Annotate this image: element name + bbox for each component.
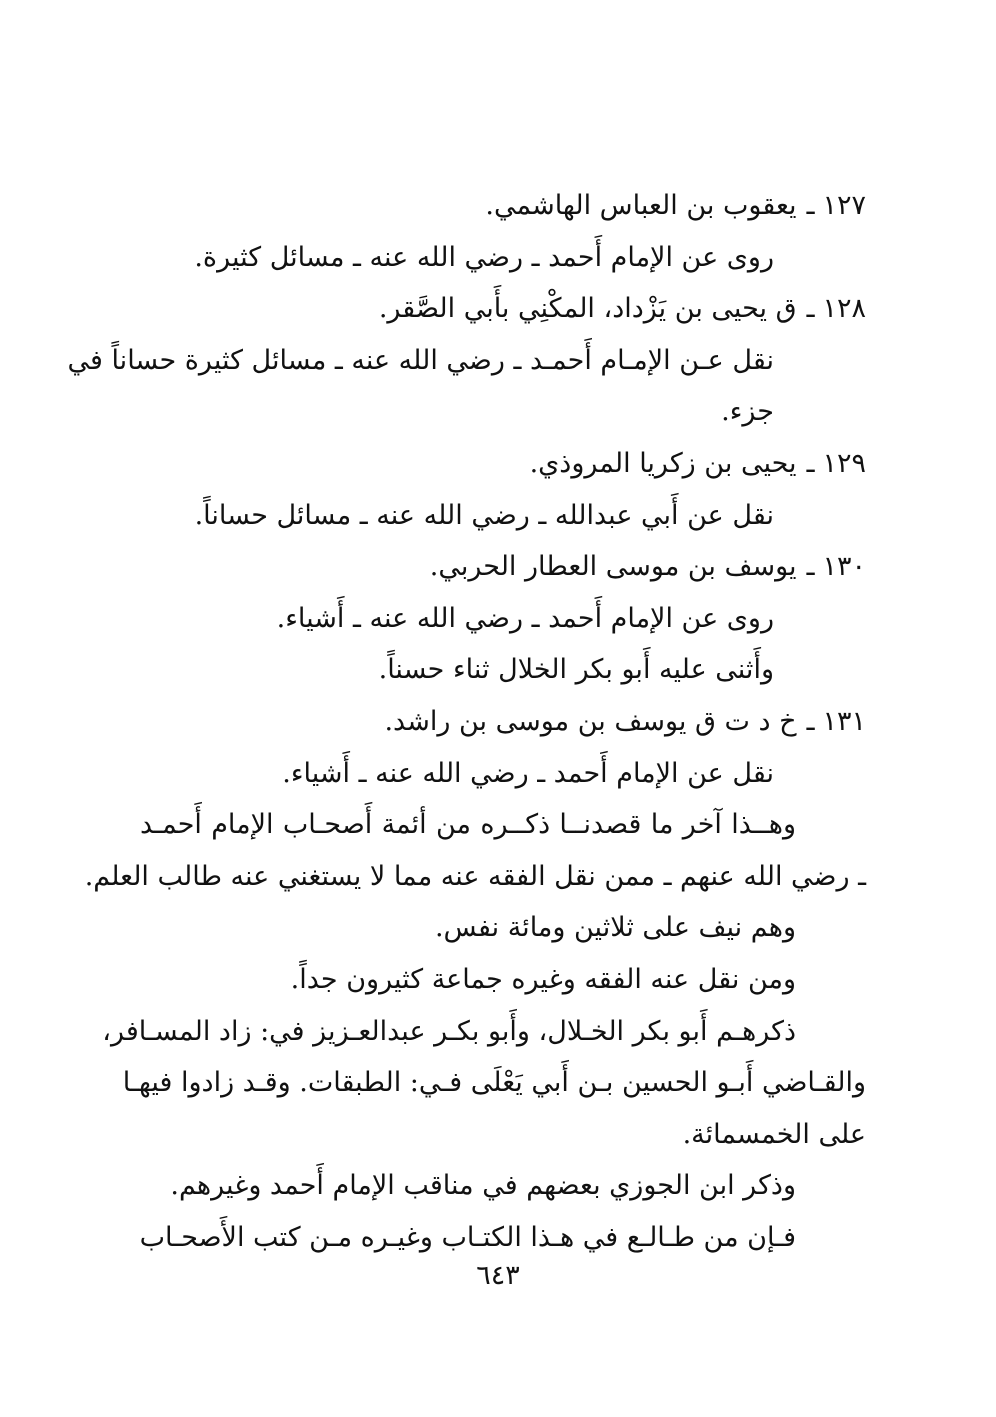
entry-number: ١٣١: [822, 705, 866, 737]
closing-paragraph: ومن نقل عنه الفقه وغيره جماعة كثيرون جداً.: [290, 963, 796, 995]
entry-number: ١٢٩: [822, 447, 866, 479]
closing-paragraph-line: ـ رضي الله عنهم ـ ممن نقل الفقه عنه مما لا يستغني عنه طالب العلم.: [84, 860, 866, 892]
entry-number: ١٢٨: [822, 293, 866, 325]
page-number: ٦٤٣: [476, 1260, 520, 1291]
entry-dash: ـ: [806, 447, 815, 479]
entry-note: نقل عن أَبي عبدالله ـ رضي الله عنه ـ مسائل حساناً.: [194, 499, 774, 531]
entry-heading: [140, 283, 866, 335]
entry-dash: ـ: [806, 293, 815, 325]
entry-dash: ـ: [806, 190, 815, 221]
entry-dash: ـ: [806, 551, 815, 583]
closing-paragraph-line: وهــذا آخر ما قصدنــا ذكــره من أئمة أَصحـاب الإمام أَحمـد: [140, 809, 796, 841]
main-text: [67, 180, 866, 1263]
closing-paragraph: وهم نيف على ثلاثين ومائة نفس.: [434, 912, 796, 944]
entry-note: نقل عن الإمام أَحمد ـ رضي الله عنه ـ أَشياء.: [282, 757, 774, 789]
entry-name: ق يحيى بن يَزْداد، المكْنِي بأَبي الصَّقر.: [378, 293, 797, 325]
closing-paragraph-line: والقـاضي أَبـو الحسين بـن أَبي يَعْلَى فـي: الطبقات. وقـد زادوا فيهـا: [122, 1067, 866, 1099]
entry-note: روى عن الإمام أَحمد ـ رضي الله عنه ـ أَشياء.: [276, 602, 774, 634]
entry-name: يوسف بن موسى العطار الحربي.: [429, 551, 797, 583]
entry-number: ١٢٧: [822, 190, 866, 221]
closing-paragraph-line: ذكرهـم أَبو بكر الخـلال، وأَبو بكـر عبدالعـزيز في: زاد المسـافر،: [102, 1015, 796, 1047]
entry-note: وأَثنى عليه أَبو بكر الخلال ثناء حسناً.: [378, 654, 774, 686]
entry-name: خ د ت ق يوسف بن موسى بن راشد.: [384, 705, 797, 737]
entry-name: يحيى بن زكريا المروذي.: [529, 447, 797, 479]
entry-heading: [140, 180, 866, 232]
closing-paragraph-line: على الخمسمائة.: [682, 1118, 866, 1150]
entry-heading: [140, 438, 866, 490]
entry-dash: ـ: [806, 705, 815, 737]
entry-note: جزء.: [721, 396, 774, 428]
entry-heading: [140, 696, 866, 748]
entry-note: نقل عـن الإمـام أَحمـد ـ رضي الله عنه ـ مسائل كثيرة حساناً في: [67, 344, 774, 376]
closing-paragraph-line: فـإن من طـالـع في هـذا الكتـاب وغيـره مـن كتب الأَصحـاب: [139, 1221, 796, 1253]
entry-heading: [140, 541, 866, 593]
entry-name: يعقوب بن العباس الهاشمي.: [485, 190, 797, 221]
entry-note: روى عن الإمام أَحمد ـ رضي الله عنه ـ مسائل كثيرة.: [194, 241, 774, 273]
entry-number: ١٣٠: [822, 551, 866, 583]
closing-paragraph: وذكر ابن الجوزي بعضهم في مناقب الإمام أَحمد وغيرهم.: [170, 1170, 796, 1202]
